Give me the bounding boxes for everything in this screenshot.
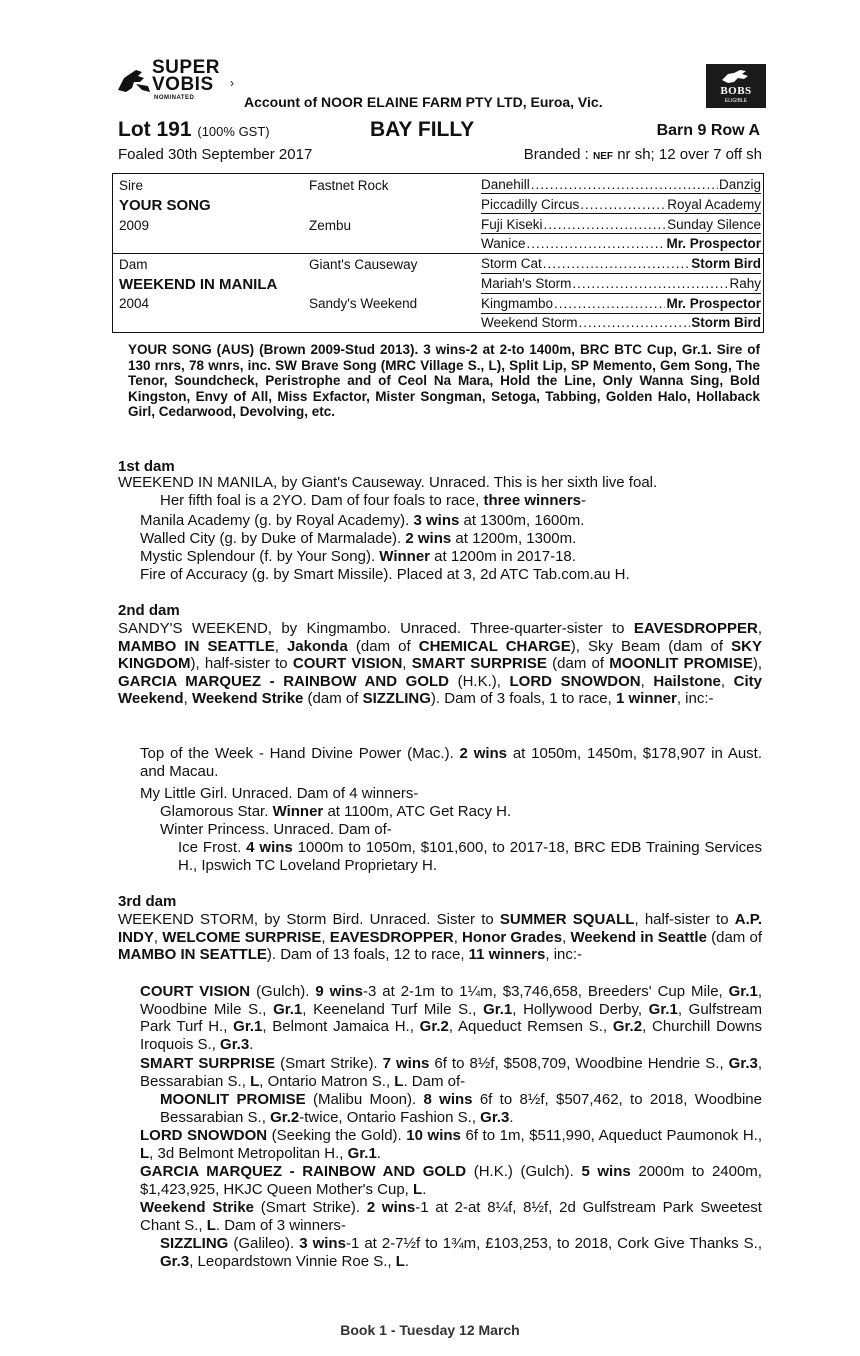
text-run: ,: [757, 620, 762, 637]
text-run: ,: [562, 928, 571, 946]
bold-run: Weekend in Seattle: [570, 928, 707, 946]
text-run: , Churchill Downs Iroquois S.,: [140, 1018, 762, 1053]
bold-run: 7 wins: [382, 1055, 430, 1072]
bold-run: LORD SNOWDON: [140, 1127, 268, 1144]
page-footer: Book 1 - Tuesday 12 March: [340, 1322, 520, 1338]
sire-dam: Zembu: [309, 218, 352, 233]
rich-text: [140, 983, 762, 1053]
progeny-para: [140, 983, 762, 1053]
text-run: . Dam of-: [403, 1072, 466, 1090]
dam-sire: Giant's Causeway: [309, 257, 418, 272]
text-run: .: [422, 1180, 427, 1198]
dam-name: WEEKEND IN MANILA: [119, 276, 278, 293]
rich-text: [140, 745, 762, 780]
bold-run: Gr.3: [728, 1055, 758, 1072]
ancestor-left: Piccadilly Circus: [481, 197, 580, 212]
bold-run: 9 wins: [315, 983, 363, 1000]
bold-run: L: [413, 1180, 423, 1198]
pedigree-rule: [481, 273, 761, 274]
vendor-account: Account of NOOR ELAINE FARM PTY LTD, Euroa, Vic.: [244, 94, 603, 110]
text-run: (H.K.) (Gulch).: [466, 1163, 582, 1180]
bold-run: COURT VISION: [292, 655, 403, 673]
text-run: (H.K.),: [448, 672, 510, 690]
pedigree-rule: [481, 233, 761, 234]
ancestor-right: Storm Bird: [691, 256, 761, 271]
text-run: ,: [321, 928, 330, 946]
dam-year: 2004: [119, 296, 150, 311]
text-run: (Malibu Moon).: [305, 1091, 424, 1108]
text-run: , 3d Belmont Metropolitan H.,: [149, 1144, 348, 1162]
bold-run: SUMMER SQUALL: [499, 911, 635, 928]
bold-run: Weekend Strike: [191, 690, 304, 708]
bold-run: Gr.3: [220, 1035, 250, 1053]
rich-text: [160, 1235, 762, 1270]
bold-run: EAVESDROPPER: [633, 620, 758, 637]
ancestor-left: Storm Cat: [481, 256, 542, 271]
text: Walled City (g. by Duke of Marmalade).: [140, 530, 402, 547]
pedigree-ancestor: [481, 296, 761, 312]
ancestor-right: Rahy: [729, 276, 761, 291]
text-run: 2000m to 2400m, $1,423,925, HKJC Queen Mother's Cup,: [140, 1163, 762, 1198]
bold-run: MAMBO IN SEATTLE: [118, 946, 267, 964]
first-dam-line: WEEKEND IN MANILA, by Giant's Causeway. Unraced. This is her sixth live foal.: [118, 474, 658, 491]
ancestor-right: Royal Academy: [667, 197, 761, 212]
ancestor-left: Danehill: [481, 177, 530, 192]
third-dam-para: [118, 911, 762, 964]
text: at 1200m in 2017-18.: [434, 548, 576, 565]
pedigree-ancestor: [481, 197, 761, 213]
progeny-line: [140, 548, 576, 566]
rich-text: [140, 1127, 762, 1162]
bold-run: EAVESDROPPER: [329, 928, 454, 946]
text: at 1200m, 1300m.: [455, 530, 577, 547]
text: Manila Academy (g. by Royal Academy).: [140, 512, 410, 529]
rich-text: [118, 911, 762, 964]
bold-run: CHEMICAL CHARGE: [418, 637, 571, 655]
text: at 1100m, ATC Get Racy H.: [327, 803, 512, 820]
text: Mystic Splendour (f. by Your Song).: [140, 548, 376, 565]
bold-run: Weekend Strike: [140, 1199, 255, 1216]
pedigree-rule: [481, 313, 761, 314]
ancestor-right: Storm Bird: [691, 315, 761, 330]
sire-name: YOUR SONG: [119, 197, 211, 214]
logo-nominated-text: NOMINATED: [154, 95, 195, 101]
text-run: (dam of: [706, 928, 762, 946]
bobs-logo-text: BOBS: [720, 85, 752, 97]
ancestor-left: Weekend Storm: [481, 315, 578, 330]
branded-nef: NEF: [593, 151, 614, 162]
bold-run: 10 wins: [406, 1127, 461, 1144]
progeny-para: [140, 1163, 762, 1198]
text-run: , Woodbine Mile S.,: [140, 983, 762, 1018]
text-run: ,: [402, 655, 412, 673]
bold-run: Hailstone: [653, 672, 721, 690]
rich-text: [160, 1091, 762, 1126]
text-run: ,: [453, 928, 463, 946]
ancestor-right: Mr. Prospector: [666, 296, 761, 311]
bold-run: 11 winners: [468, 946, 546, 964]
text-run: , Belmont Jamaica H.,: [262, 1018, 420, 1036]
bold-run: Gr.1: [347, 1144, 377, 1162]
brand-marks: [0, 146, 762, 165]
sire-label: Sire: [119, 178, 144, 193]
text-run: ,: [153, 928, 163, 946]
bold-run: SKY KINGDOM: [118, 637, 762, 673]
sire-summary: YOUR SONG (AUS) (Brown 2009-Stud 2013). 3 wins-2 at 2-to 1400m, BRC BTC Cup, Gr.1. Sire of 130 rnrs, 78 wnrs, inc. SW Brave Song (MRC Village S., L), Split Lip, SP Memento, Gem Song, The Tenor, Soundcheck, Peristrophe and of Ceol Na Mara, Hold the Line, Only Wanna Sing, Bold Kingston, Envy of All, Miss Exfactor, Mister Songman, Setoga, Tabbing, Golden Halo, Hollaback Girl, Cedarwood, Devolving, etc.: [128, 342, 760, 420]
text-run: -twice, Ontario Fashion S.,: [299, 1108, 481, 1126]
text-run: ,: [274, 637, 287, 655]
bold-run: GARCIA MARQUEZ - RAINBOW AND GOLD: [118, 672, 449, 690]
pedigree-ancestor: [481, 256, 761, 272]
text: Her fifth foal is a 2YO. Dam of four foals to race,: [160, 492, 480, 509]
bold-run: L: [394, 1072, 404, 1090]
bold-run: 5 wins: [581, 1163, 631, 1180]
pedigree-rule: [481, 293, 761, 294]
text-run: ), Sky Beam (dam of: [570, 637, 732, 655]
text-run: at 1050m, 1450m, $178,907 in Aust. and Macau.: [140, 745, 762, 780]
text-run: ). Dam of 3 foals, 1 to race,: [430, 690, 616, 708]
text-run: (dam of: [347, 637, 419, 655]
bold-run: 1 winner: [615, 690, 677, 708]
text-run: .: [249, 1035, 254, 1053]
text-run: , inc:-: [545, 946, 583, 964]
text: at 1300m, 1600m.: [463, 512, 585, 529]
text: 2 wins: [405, 530, 452, 547]
second-dam-heading: 2nd dam: [118, 602, 180, 619]
dam-dam: Sandy's Weekend: [309, 296, 418, 311]
text: Winner: [379, 548, 430, 565]
text-run: (dam of: [303, 690, 363, 708]
text-run: (Gulch).: [250, 983, 316, 1000]
text-run: 6f to 1m, $511,990, Aqueduct Paumonok H.,: [460, 1127, 762, 1144]
rich-text: [140, 1199, 762, 1234]
chevron-right-icon: ›: [230, 76, 234, 90]
text-run: (Smart Strike).: [275, 1055, 383, 1072]
bold-run: 2 wins: [366, 1199, 416, 1216]
text-run: ),: [752, 655, 763, 673]
bold-run: COURT VISION: [140, 983, 251, 1000]
pedigree-rule: [481, 213, 761, 214]
bold-run: Gr.1: [483, 1000, 513, 1018]
gst-note: (100% GST): [197, 124, 270, 139]
text-run: ), half-sister to: [190, 655, 293, 673]
barn-location: Barn 9 Row A: [656, 122, 760, 139]
super-vobis-logo: [112, 58, 242, 110]
text-run: (Smart Strike).: [254, 1199, 367, 1216]
progeny-line: [140, 530, 576, 548]
text-run: ,: [720, 672, 734, 690]
bold-run: MAMBO IN SEATTLE: [118, 637, 275, 655]
pedigree-divider: [113, 253, 763, 254]
bold-run: Gr.3: [480, 1108, 510, 1126]
bold-run: MOONLIT PROMISE: [609, 655, 753, 673]
text-run: .: [376, 1144, 381, 1162]
third-dam-heading: 3rd dam: [118, 893, 177, 910]
branded-suffix: nr sh; 12 over 7 off sh: [617, 146, 762, 163]
text-run: 6f to 8½f, $507,462, to 2018, Woodbine Bessarabian S.,: [160, 1091, 762, 1126]
text-run: , Gulfstream Park Turf H.,: [140, 1000, 763, 1036]
text-run: , Aqueduct Remsen S.,: [448, 1018, 613, 1036]
bold-run: A.P. INDY: [118, 911, 762, 946]
second-dam-para: [118, 620, 762, 708]
rich-text: [118, 620, 762, 708]
galloping-horse-icon: [720, 68, 752, 86]
progeny-para: [178, 839, 762, 874]
progeny-line: Fire of Accuracy (g. by Smart Missile). Placed at 3, 2d ATC Tab.com.au H.: [140, 566, 630, 583]
text-run: , inc:-: [676, 690, 714, 708]
progeny-line: Winter Princess. Unraced. Dam of-: [160, 821, 392, 838]
bold-run: WELCOME SURPRISE: [162, 928, 322, 946]
bold-run: Jakonda: [286, 637, 348, 655]
progeny-para: [140, 1127, 762, 1162]
ancestor-left: Kingmambo: [481, 296, 554, 311]
bold-run: SMART SURPRISE: [140, 1055, 276, 1072]
horse-icon: [114, 66, 154, 96]
text-run: -1 at 2-at 8¼f, 8½f, 2d Gulfstream Park Sweetest Chant S.,: [140, 1199, 762, 1234]
text-run: .: [509, 1108, 514, 1126]
ancestor-right: Danzig: [718, 177, 761, 192]
bold-run: SMART SURPRISE: [411, 655, 547, 673]
text-run: , Hollywood Derby,: [512, 1000, 649, 1018]
ancestor-right: Mr. Prospector: [666, 236, 761, 251]
bold-run: GARCIA MARQUEZ - RAINBOW AND GOLD: [140, 1163, 467, 1180]
text-run: , Ontario Matron S.,: [259, 1072, 395, 1090]
lot-label: Lot 191: [118, 118, 192, 141]
text-run: ,: [640, 672, 654, 690]
text-run: (Seeking the Gold).: [267, 1127, 407, 1144]
progeny-line: My Little Girl. Unraced. Dam of 4 winners-: [140, 785, 419, 802]
text-run: , Leopardstown Vinnie Roe S.,: [189, 1252, 396, 1270]
progeny-para: [140, 1055, 762, 1090]
bobs-logo: [706, 64, 766, 108]
bold-run: Gr.3: [160, 1252, 190, 1270]
second-dam-progeny: [140, 745, 762, 780]
text: 3 wins: [413, 512, 460, 529]
logo-vobis-text: VOBIS: [152, 74, 214, 95]
bold-run: 2 wins: [459, 745, 508, 762]
bold-run: L: [206, 1216, 216, 1234]
bold-run: Gr.2: [270, 1108, 300, 1126]
progeny-para: [160, 1235, 762, 1270]
ancestor-left: Fuji Kiseki: [481, 217, 543, 232]
bold-run: SIZZLING: [160, 1235, 229, 1252]
foaled-date: Foaled 30th September 2017: [118, 146, 313, 163]
text: three winners: [483, 492, 582, 509]
dam-label: Dam: [119, 257, 148, 272]
text-run: , Keeneland Turf Mile S.,: [302, 1000, 484, 1018]
text-run: 6f to 8½f, $508,709, Woodbine Hendrie S.,: [429, 1055, 729, 1072]
text: -: [581, 492, 587, 509]
text-run: .: [404, 1252, 410, 1270]
bold-run: L: [140, 1144, 150, 1162]
bold-run: L: [250, 1072, 260, 1090]
bold-run: Gr.1: [728, 983, 758, 1000]
rich-text: [178, 839, 762, 874]
pedigree-ancestor: [481, 315, 761, 331]
bold-run: Honor Grades: [462, 928, 563, 946]
text-run: SANDY'S WEEKEND, by Kingmambo. Unraced. Three-quarter-sister to: [118, 620, 634, 637]
first-dam-heading: 1st dam: [118, 458, 175, 475]
progeny-para: [140, 1199, 762, 1234]
text-run: . Dam of 3 winners-: [215, 1216, 346, 1234]
bold-run: Gr.2: [419, 1018, 449, 1036]
bobs-logo-sub: ELIGIBLE: [724, 98, 748, 104]
bold-run: LORD SNOWDON: [509, 672, 641, 690]
pedigree-ancestor: [481, 217, 761, 233]
bold-run: City Weekend: [118, 672, 762, 708]
text-run: Ice Frost.: [178, 839, 247, 856]
text: Glamorous Star.: [160, 803, 269, 820]
text-run: -1 at 2-7½f to 1¾m, £103,253, to 2018, Cork Give Thanks S.,: [345, 1235, 763, 1252]
first-dam-line: [160, 492, 586, 510]
text-run: ). Dam of 13 foals, 12 to race,: [266, 946, 469, 964]
ancestor-left: Mariah's Storm: [481, 276, 572, 291]
ancestor-left: Wanice: [481, 236, 526, 251]
progeny-para: [160, 1091, 762, 1126]
bold-run: Gr.1: [233, 1018, 263, 1036]
sire-sire: Fastnet Rock: [309, 178, 389, 193]
bold-run: MOONLIT PROMISE: [160, 1091, 306, 1108]
sire-year: 2009: [119, 218, 150, 233]
text-run: -3 at 2-1m to 1¼m, $3,746,658, Breeders' Cup Mile,: [362, 983, 729, 1000]
bold-run: Gr.1: [273, 1000, 303, 1018]
text-run: ,: [183, 690, 192, 708]
ancestor-right: Sunday Silence: [667, 217, 761, 232]
text-run: , Bessarabian S.,: [140, 1055, 763, 1090]
text-run: Top of the Week - Hand Divine Power (Mac.).: [140, 745, 460, 762]
horse-description: BAY FILLY: [370, 118, 475, 141]
rich-text: [140, 1055, 762, 1090]
pedigree-ancestor: [481, 276, 761, 292]
text-run: , half-sister to: [634, 911, 735, 928]
logo-super-text: SUPER: [152, 57, 220, 78]
bold-run: Gr.2: [612, 1018, 643, 1036]
branded-prefix: Branded :: [523, 146, 589, 163]
pedigree-ancestor: [481, 236, 761, 252]
bold-run: 4 wins: [246, 839, 293, 856]
bold-run: Gr.1: [648, 1000, 678, 1018]
progeny-line: [140, 512, 584, 530]
bold-run: L: [395, 1252, 405, 1270]
text: Winner: [272, 803, 324, 820]
bold-run: 8 wins: [423, 1091, 473, 1108]
rich-text: [140, 1163, 762, 1198]
text-run: (dam of: [546, 655, 610, 673]
text-run: (Galileo).: [228, 1235, 300, 1252]
pedigree-rule: [481, 193, 761, 194]
bold-run: 3 wins: [299, 1235, 346, 1252]
bold-run: SIZZLING: [362, 690, 431, 708]
text-run: 1000m to 1050m, $101,600, to 2017-18, BRC EDB Training Services H., Ipswich TC Loveland Proprietary H.: [178, 839, 763, 874]
progeny-line: [160, 803, 511, 821]
pedigree-table: [112, 173, 764, 333]
text-run: WEEKEND STORM, by Storm Bird. Unraced. Sister to: [118, 911, 500, 928]
pedigree-ancestor: [481, 177, 761, 193]
